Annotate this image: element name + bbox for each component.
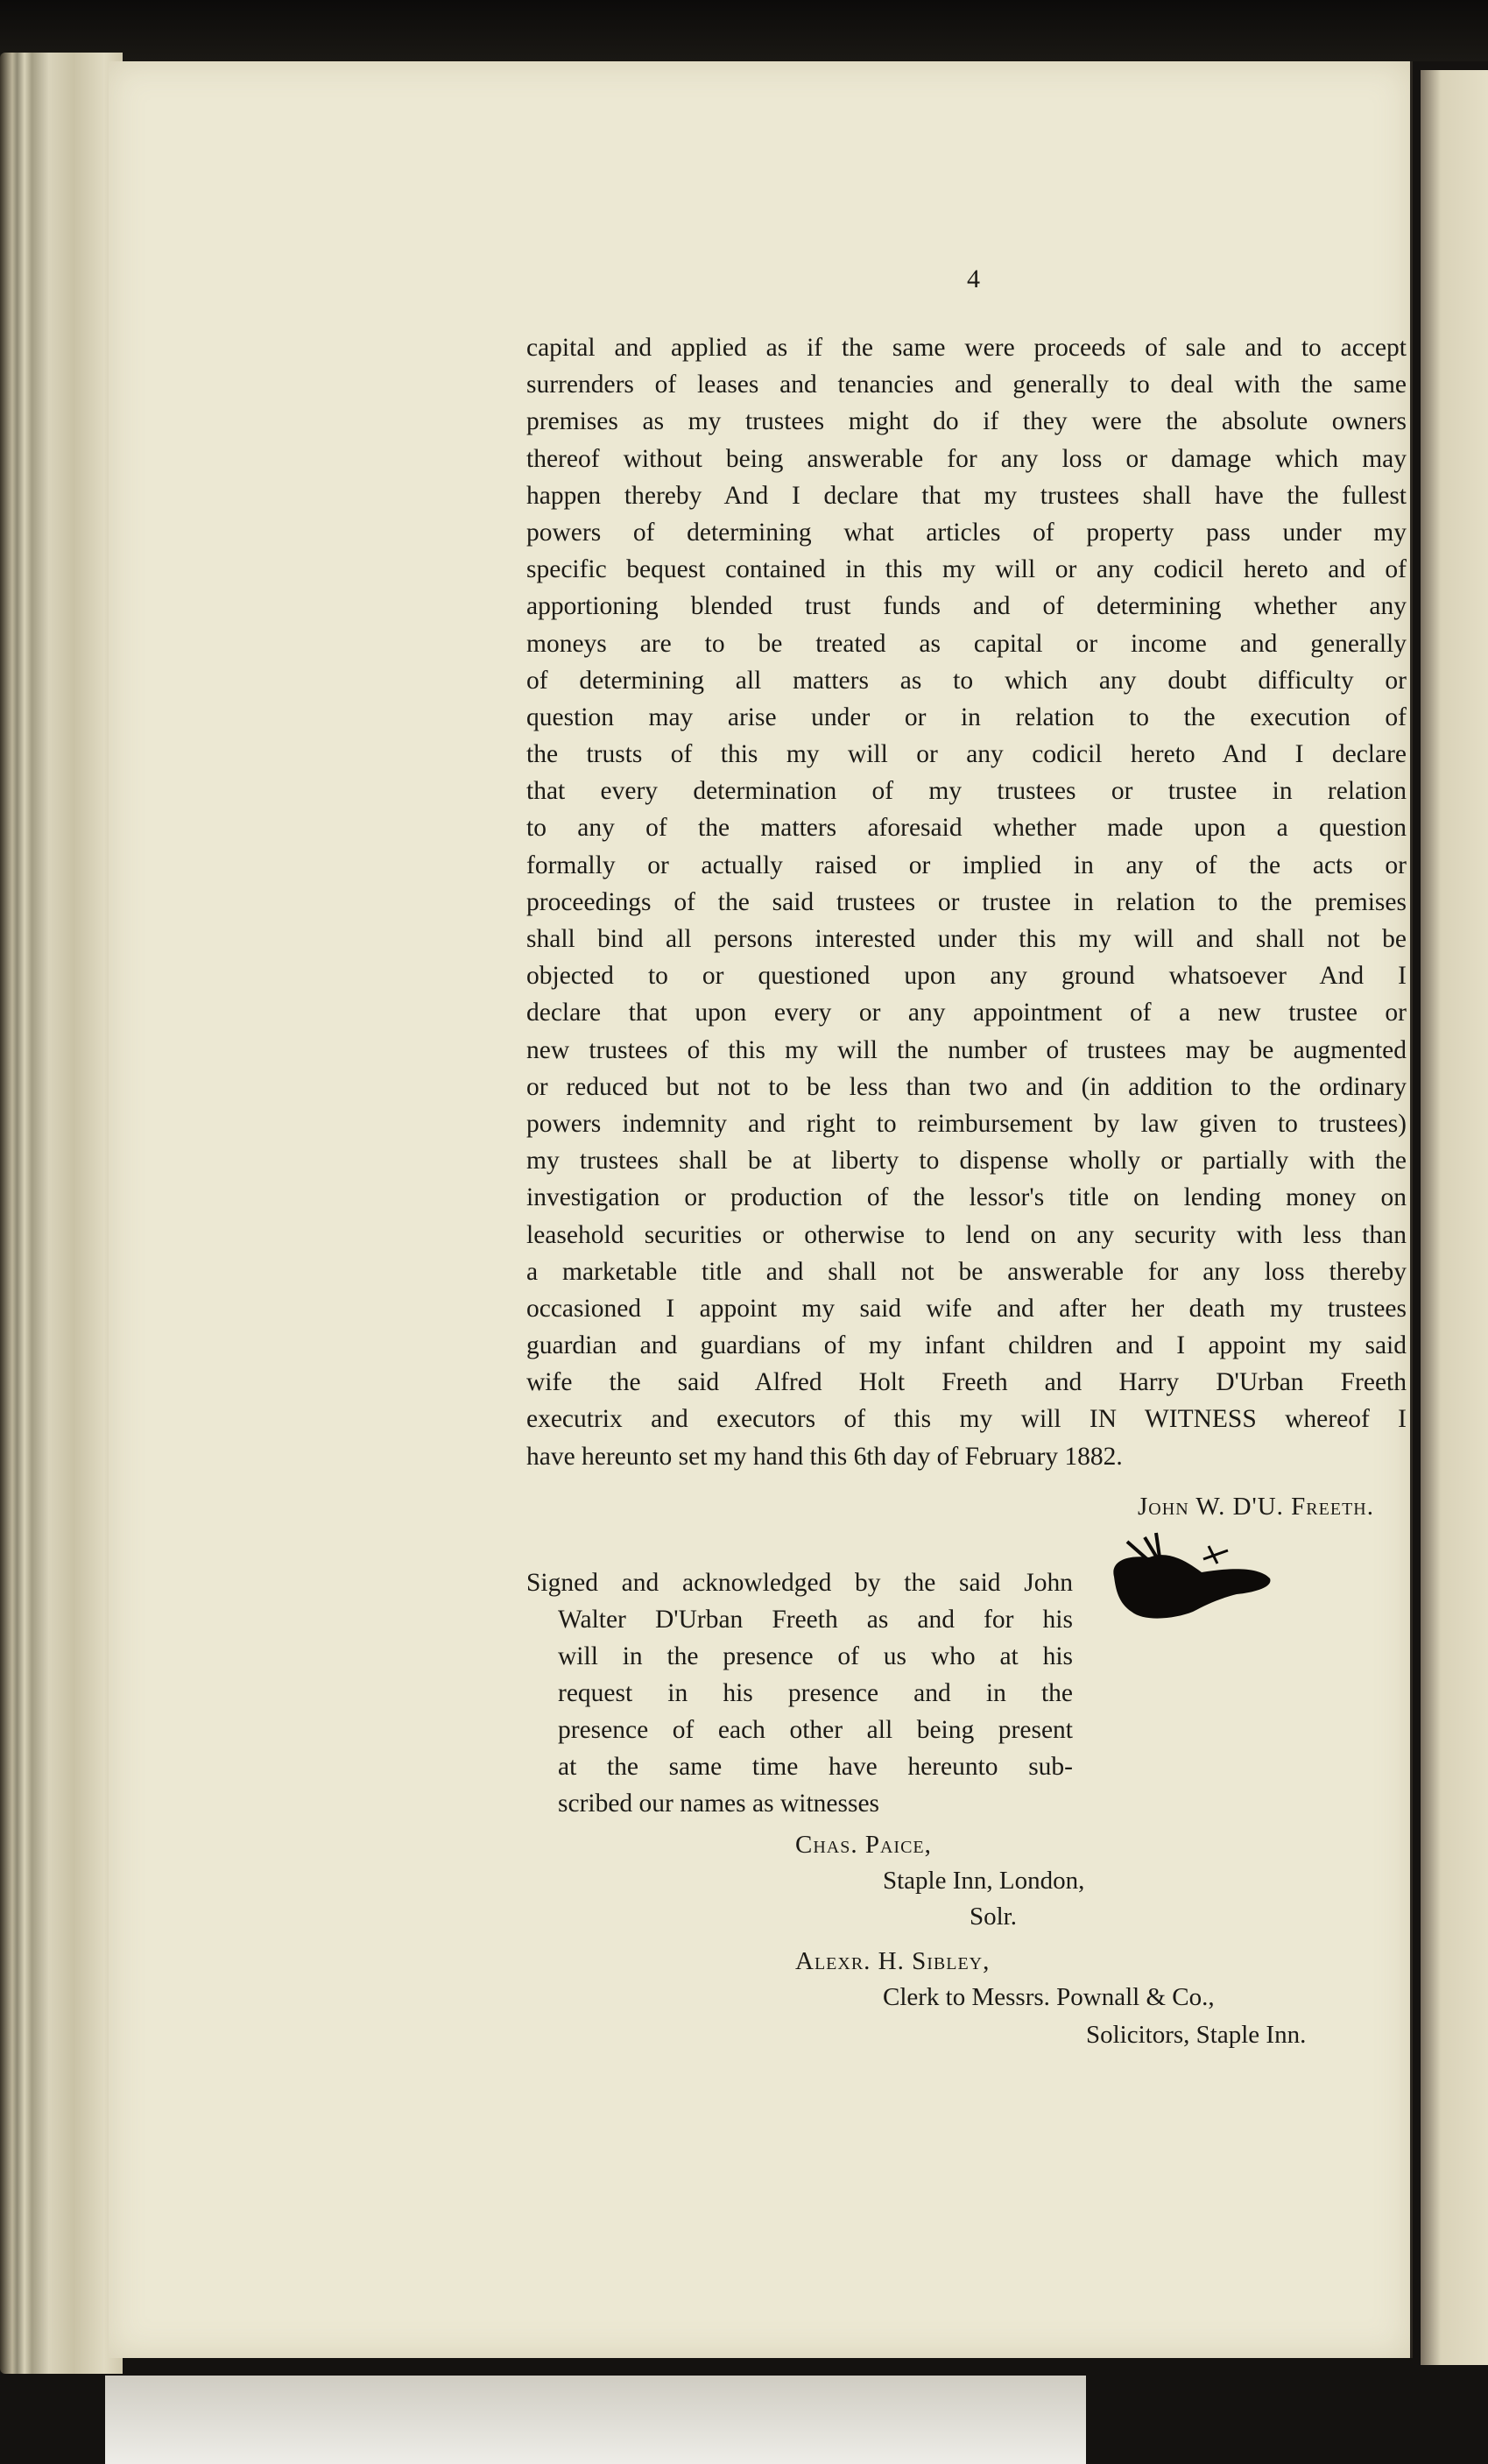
text-line: question may arise under or in relation to the execution of: [526, 702, 1407, 731]
text-line: a marketable title and shall not be answerable for any loss thereby: [526, 1257, 1407, 1286]
text-line: proceedings of the said trustees or trustee in relation to the premises: [526, 887, 1407, 916]
witness-2-name: Alexr. H. Sibley,: [795, 1947, 991, 1975]
attestation-line: Walter D'Urban Freeth as and for his: [558, 1606, 1073, 1634]
attestation-line: presence of each other all being present: [558, 1716, 1073, 1744]
text-line: occasioned I appoint my said wife and after her death my trustees: [526, 1294, 1407, 1323]
text-line: the trusts of this my will or any codicil hereto And I declare: [526, 740, 1407, 769]
page-number: 4: [967, 265, 980, 293]
text-line: capital and applied as if the same were proceeds of sale and to accept: [526, 334, 1407, 362]
attestation-clause: [526, 1564, 1073, 1822]
text-line: or reduced but not to be less than two and (in addition to the ordinary: [526, 1072, 1407, 1101]
text-line: apportioning blended trust funds and of determining whether any: [526, 592, 1407, 621]
text-line: of determining all matters as to which any doubt difficulty or: [526, 666, 1407, 695]
text-line: shall bind all persons interested under this my will and shall not be: [526, 925, 1407, 953]
text-line: objected to or questioned upon any ground whatsoever And I: [526, 962, 1407, 991]
witness-2-title: Solicitors, Staple Inn.: [1086, 2021, 1307, 2049]
text-line: premises as my trustees might do if they were the absolute owners: [526, 407, 1407, 436]
text-line: formally or actually raised or implied in any of the acts or: [526, 851, 1407, 879]
facing-page-edge: [1421, 70, 1488, 2365]
text-line: my trustees shall be at liberty to dispense wholly or partially with the: [526, 1147, 1407, 1176]
backing-paper: [105, 2376, 1086, 2464]
page-stack-edge: [0, 53, 123, 2374]
witness-1-name: Chas. Paice,: [795, 1831, 932, 1859]
attestation-line: will in the presence of us who at his: [558, 1642, 1073, 1670]
scan-background: [0, 0, 1488, 61]
text-line: have hereunto set my hand this 6th day of February 1882.: [526, 1442, 1123, 1471]
witness-1-address: Staple Inn, London,: [883, 1867, 1085, 1895]
text-line: investigation or production of the lessor's title on lending money on: [526, 1183, 1407, 1212]
ink-seal-blot-icon: [1105, 1524, 1280, 1625]
text-line: specific bequest contained in this my will or any codicil hereto and of: [526, 555, 1407, 584]
text-line: guardian and guardians of my infant children and I appoint my said: [526, 1331, 1407, 1360]
attestation-line: Signed and acknowledged by the said John: [526, 1569, 1073, 1597]
text-line: powers indemnity and right to reimbursement by law given to trustees): [526, 1109, 1407, 1138]
text-line: powers of determining what articles of property pass under my: [526, 518, 1407, 547]
will-body-text: [526, 329, 1407, 1475]
text-line: happen thereby And I declare that my trustees shall have the fullest: [526, 481, 1407, 510]
witness-2-address: Clerk to Messrs. Pownall & Co.,: [883, 1983, 1215, 2011]
text-line: to any of the matters aforesaid whether made upon a question: [526, 814, 1407, 843]
text-line: moneys are to be treated as capital or income and generally: [526, 629, 1407, 658]
attestation-line: at the same time have hereunto sub-: [558, 1753, 1073, 1781]
text-line: new trustees of this my will the number of trustees may be augmented: [526, 1035, 1407, 1064]
testator-signature: John W. D'U. Freeth.: [1138, 1493, 1374, 1521]
attestation-line: request in his presence and in the: [558, 1679, 1073, 1707]
text-line: executrix and executors of this my will IN WITNESS whereof I: [526, 1405, 1407, 1434]
text-line: that every determination of my trustees or trustee in relation: [526, 777, 1407, 806]
text-line: wife the said Alfred Holt Freeth and Harry D'Urban Freeth: [526, 1368, 1407, 1397]
text-line: thereof without being answerable for any loss or damage which may: [526, 444, 1407, 473]
witness-1-title: Solr.: [970, 1903, 1017, 1931]
text-line: leasehold securities or otherwise to lend on any security with less than: [526, 1220, 1407, 1249]
attestation-line: scribed our names as witnesses: [558, 1790, 880, 1818]
text-line: surrenders of leases and tenancies and generally to deal with the same: [526, 371, 1407, 399]
text-line: declare that upon every or any appointment of a new trustee or: [526, 999, 1407, 1027]
